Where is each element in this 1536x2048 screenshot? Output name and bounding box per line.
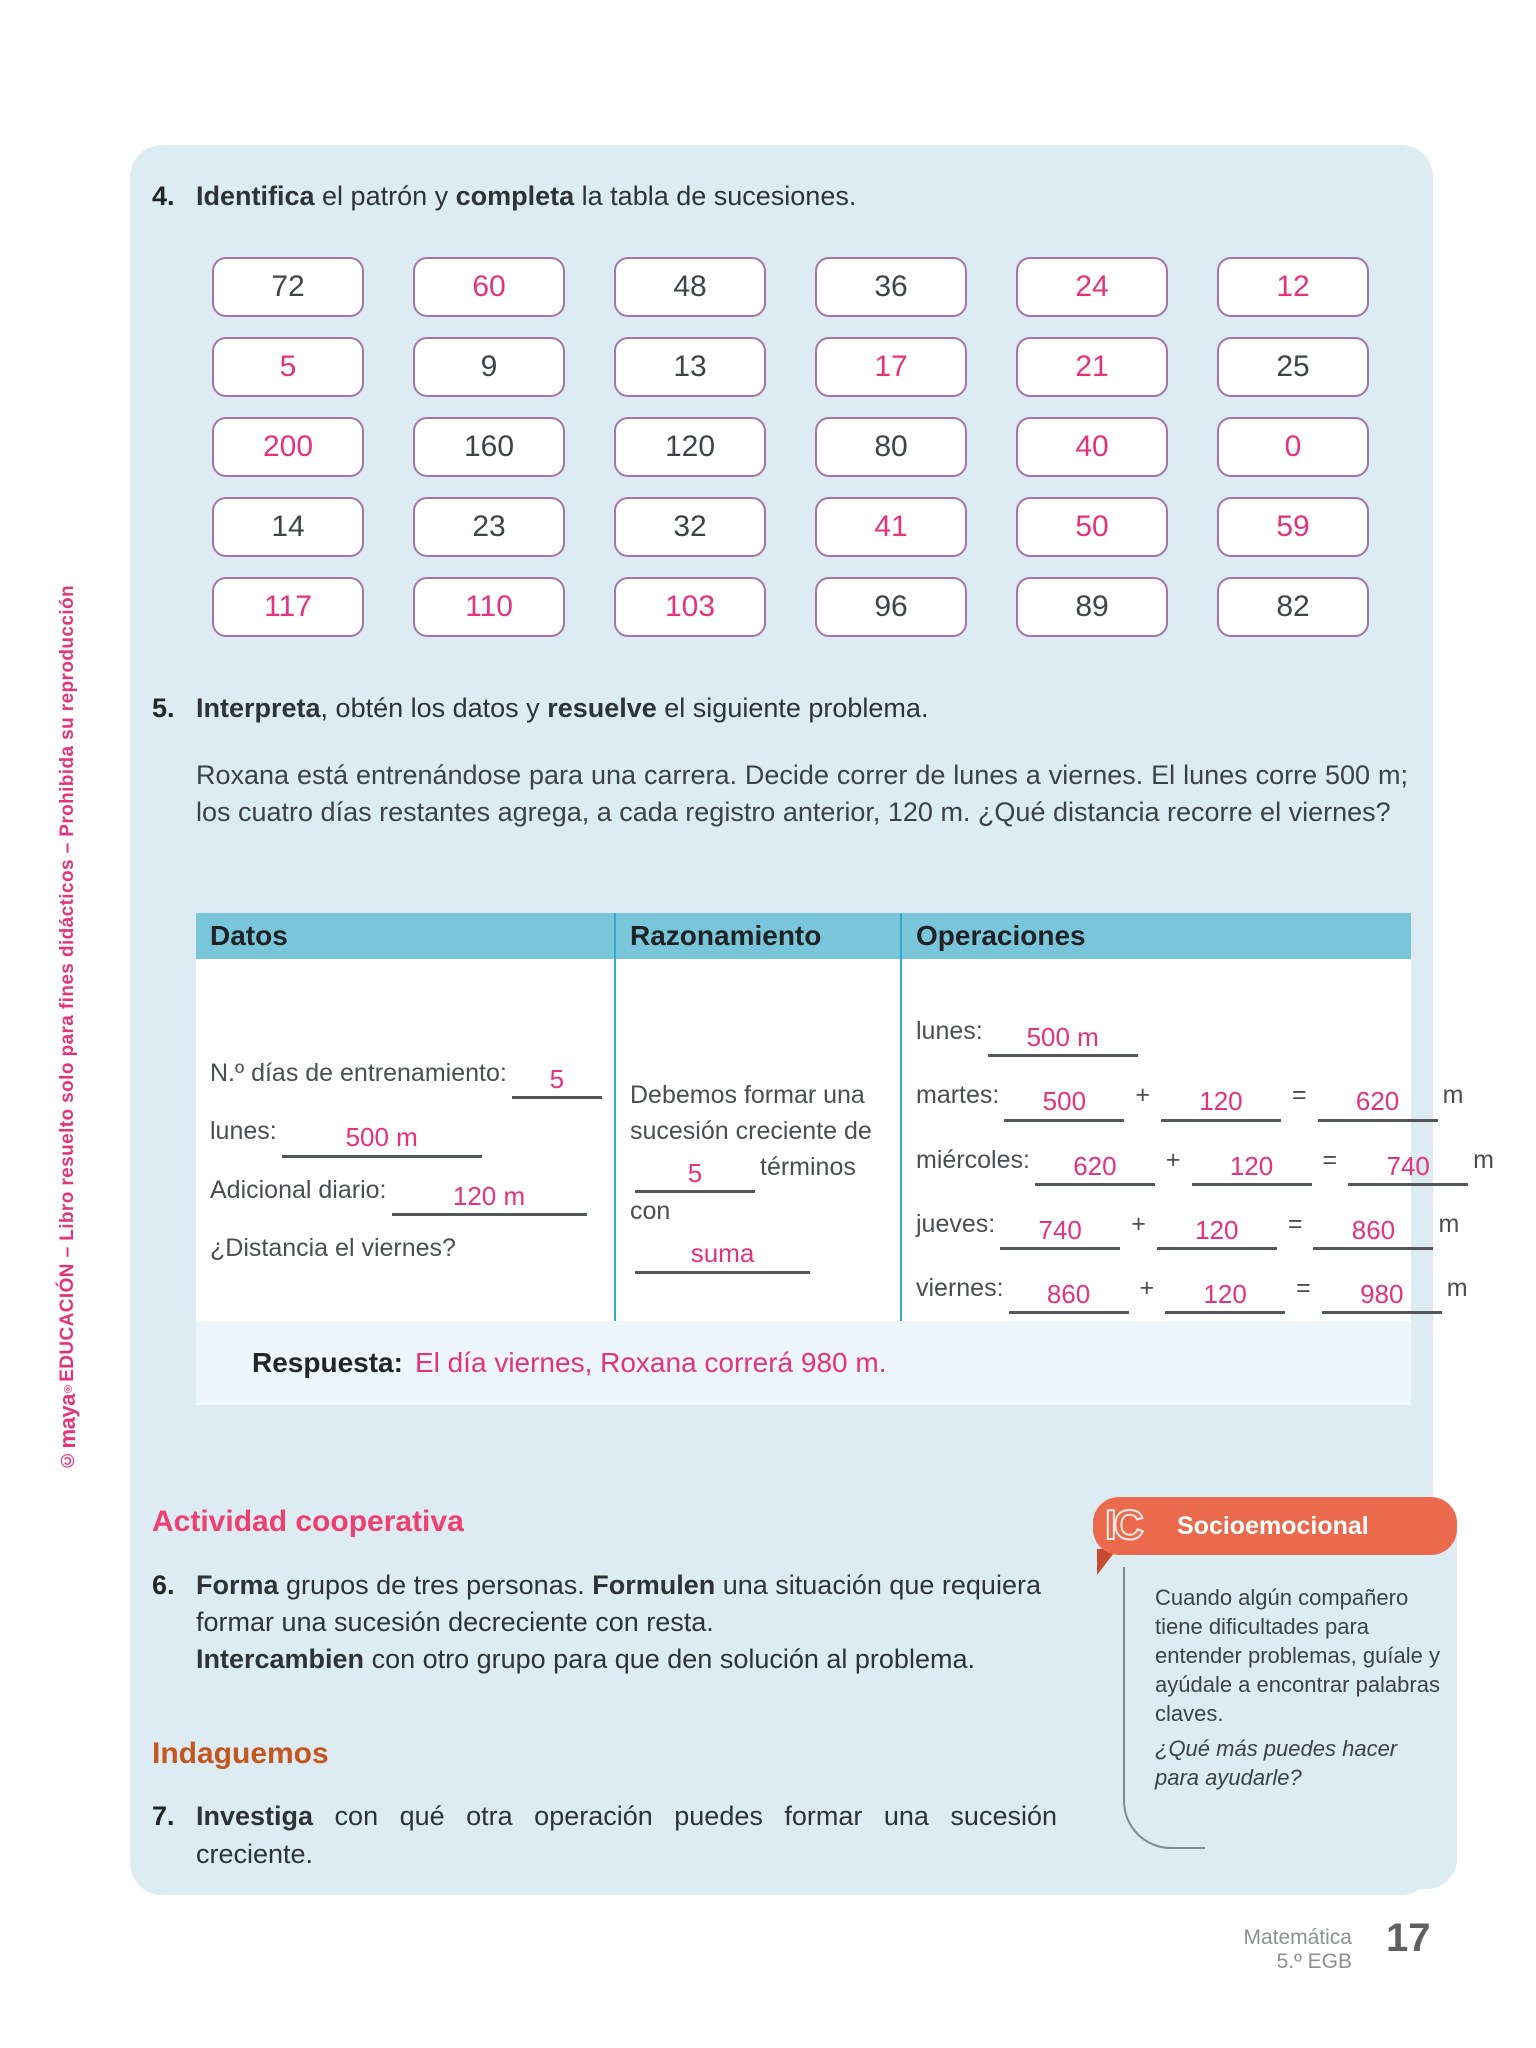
indaguemos-section-heading: Indaguemos xyxy=(152,1737,329,1770)
datos-cell xyxy=(196,959,614,1321)
sequence-box[interactable] xyxy=(413,257,565,317)
blank-sumando1[interactable]: 620 xyxy=(1035,1153,1155,1186)
exercise5-number: 5. xyxy=(152,693,175,723)
sequence-value: 60 xyxy=(472,270,506,303)
sequence-box[interactable] xyxy=(212,497,364,557)
sequence-value: 14 xyxy=(271,510,305,543)
blank-resultado[interactable]: 980 xyxy=(1322,1281,1442,1314)
sequence-box[interactable] xyxy=(212,257,364,317)
exercise6-number: 6. xyxy=(152,1570,175,1600)
exercise5-title xyxy=(152,693,1393,724)
sequence-box[interactable] xyxy=(614,417,766,477)
registered-symbol: ® xyxy=(62,1381,74,1395)
sequence-box[interactable] xyxy=(212,337,364,397)
sequence-value: 59 xyxy=(1276,510,1310,543)
footer-grade: 5.º EGB xyxy=(1276,1950,1352,1973)
operacion-miercoles: miércoles: 620 + 120 = 740 m xyxy=(916,1146,1411,1186)
copyright-notice: – Libro resuelto solo para fines didácticos – Prohibida su reproducción xyxy=(57,585,78,1264)
sequence-value: 200 xyxy=(262,430,314,463)
socioemocional-text: Cuando algún compañero tiene dificultades para entender problemas, guíale y ayúdale a encontrar palabras claves. xyxy=(1155,1585,1440,1726)
datos-line-adicional: Adicional diario: 120 m xyxy=(210,1176,614,1216)
razonamiento-line3: 5 términos con xyxy=(630,1153,856,1226)
sequence-value: 36 xyxy=(874,270,908,303)
sequence-value: 110 xyxy=(465,590,513,623)
respuesta-label: Respuesta: xyxy=(252,1347,403,1378)
razonamiento-line2: sucesión creciente de xyxy=(630,1117,872,1145)
footer-subject xyxy=(1243,1926,1352,1974)
blank-sumando1[interactable]: 860 xyxy=(1009,1281,1129,1314)
sequence-box[interactable] xyxy=(212,577,364,637)
table-body-row xyxy=(196,959,1494,1321)
operacion-lunes: lunes: 500 m xyxy=(916,1017,1411,1057)
sequence-box[interactable] xyxy=(815,497,967,557)
sequence-value: 41 xyxy=(874,510,908,543)
sequence-value: 23 xyxy=(472,510,506,543)
sequence-value: 117 xyxy=(264,590,312,623)
publisher-name: EDUCACIÓN xyxy=(57,1263,78,1382)
ic-logo-icon: IC xyxy=(1105,1501,1141,1548)
sequence-box[interactable] xyxy=(1217,337,1369,397)
blank-operacion[interactable]: suma xyxy=(635,1240,810,1273)
blank-lunes-valor[interactable]: 500 m xyxy=(988,1024,1138,1057)
operacion-jueves: jueves: 740 + 120 = 860 m xyxy=(916,1210,1411,1250)
sequence-box[interactable] xyxy=(815,257,967,317)
datos-line-lunes: lunes: 500 m xyxy=(210,1117,614,1157)
exercise6-text: Forma grupos de tres personas. Formulen una situación que requiera formar una sucesión decreciente con resta. Intercambien con otro grupo para que den solución al problema. xyxy=(196,1570,1041,1674)
table-header-datos: Datos xyxy=(196,913,614,959)
blank-terminos[interactable]: 5 xyxy=(635,1160,755,1193)
blank-sumando1[interactable]: 500 xyxy=(1004,1088,1124,1121)
sequence-box[interactable] xyxy=(1016,337,1168,397)
sequence-box[interactable] xyxy=(1016,577,1168,637)
sequence-grid xyxy=(212,257,1365,637)
sequence-box[interactable] xyxy=(413,337,565,397)
exercise7-text: Investiga con qué otra operación puedes formar una sucesión creciente. xyxy=(196,1801,1057,1869)
blank-sumando1[interactable]: 740 xyxy=(1000,1217,1120,1250)
copyright-text xyxy=(55,585,81,1470)
bracket-line-decoration xyxy=(1123,1567,1205,1849)
publisher-logo: maya xyxy=(55,1394,80,1449)
exercise4-number: 4. xyxy=(152,181,175,211)
blank-lunes[interactable]: 500 m xyxy=(282,1124,482,1157)
sequence-value: 120 xyxy=(664,430,716,463)
sequence-value: 48 xyxy=(673,270,707,303)
sequence-value: 103 xyxy=(664,590,716,623)
sequence-box[interactable] xyxy=(614,257,766,317)
blank-dias-entrenamiento[interactable]: 5 xyxy=(512,1066,602,1099)
blank-sumando2[interactable]: 120 xyxy=(1157,1217,1277,1250)
problem-statement: Roxana está entrenándose para una carrera. Decide correr de lunes a viernes. El lunes corre 500 m; los cuatro días restantes agrega, a cada registro anterior, 120 m. ¿Qué distancia recorre el viernes? xyxy=(196,760,1408,827)
sequence-box[interactable] xyxy=(614,337,766,397)
sequence-box[interactable] xyxy=(1217,577,1369,637)
razonamiento-line4 xyxy=(630,1229,900,1273)
sequence-box[interactable] xyxy=(815,417,967,477)
exercise7 xyxy=(152,1797,1057,1873)
sequence-box[interactable] xyxy=(413,577,565,637)
datos-line-dias: N.º días de entrenamiento: 5 xyxy=(210,1059,614,1099)
sequence-box[interactable] xyxy=(413,417,565,477)
sequence-value: 72 xyxy=(271,270,305,303)
exercise4-text: Identifica el patrón y completa la tabla de sucesiones. xyxy=(196,181,857,211)
table-header-razonamiento: Razonamiento xyxy=(614,913,900,959)
sequence-value: 96 xyxy=(874,590,908,623)
exercise6 xyxy=(152,1567,1117,1678)
razonamiento-cell xyxy=(614,959,900,1321)
sequence-value: 25 xyxy=(1276,350,1310,383)
sequence-value: 89 xyxy=(1075,590,1109,623)
exercise5-text: Interpreta, obtén los datos y resuelve el siguiente problema. xyxy=(196,693,929,723)
blank-sumando2[interactable]: 120 xyxy=(1161,1088,1281,1121)
coop-section-heading: Actividad cooperativa xyxy=(152,1505,464,1538)
sequence-value: 0 xyxy=(1284,430,1302,463)
sequence-value: 80 xyxy=(874,430,908,463)
operacion-viernes: viernes: 860 + 120 = 980 m xyxy=(916,1274,1411,1314)
sequence-value: 160 xyxy=(463,430,515,463)
sequence-box[interactable] xyxy=(1016,417,1168,477)
sequence-box[interactable] xyxy=(614,577,766,637)
sequence-value: 9 xyxy=(480,350,498,383)
sequence-value: 5 xyxy=(279,350,297,383)
blank-resultado[interactable]: 620 xyxy=(1318,1088,1438,1121)
sequence-value: 13 xyxy=(673,350,707,383)
socioemocional-question: ¿Qué más puedes hacer para ayudarle? xyxy=(1155,1736,1398,1790)
sequence-value: 32 xyxy=(673,510,707,543)
blank-sumando2[interactable]: 120 xyxy=(1165,1281,1285,1314)
blank-sumando2[interactable]: 120 xyxy=(1192,1153,1312,1186)
socioemocional-callout xyxy=(1093,1497,1457,1889)
sequence-value: 82 xyxy=(1276,590,1310,623)
blank-resultado[interactable]: 740 xyxy=(1348,1153,1468,1186)
sequence-value: 12 xyxy=(1276,270,1310,303)
respuesta-answer[interactable]: El día viernes, Roxana correrá 980 m. xyxy=(414,1347,887,1378)
blank-resultado[interactable]: 860 xyxy=(1313,1217,1433,1250)
table-header-operaciones: Operaciones xyxy=(900,913,1411,959)
sequence-box[interactable] xyxy=(815,337,967,397)
blank-adicional-diario[interactable]: 120 m xyxy=(392,1183,587,1216)
problem-table xyxy=(196,913,1494,1321)
sequence-value: 40 xyxy=(1075,430,1109,463)
exercise4-title xyxy=(152,181,1393,212)
sequence-box[interactable] xyxy=(1217,417,1369,477)
copyright-symbol: © xyxy=(57,1448,78,1470)
socioemocional-header xyxy=(1093,1497,1457,1555)
socioemocional-body xyxy=(1107,1555,1455,1889)
datos-line-pregunta: ¿Distancia el viernes? xyxy=(210,1233,456,1262)
operaciones-cell xyxy=(900,959,1494,1321)
socioemocional-title: Socioemocional xyxy=(1177,1511,1369,1540)
sequence-box[interactable] xyxy=(413,497,565,557)
sequence-box[interactable] xyxy=(815,577,967,637)
sequence-box[interactable] xyxy=(212,417,364,477)
sequence-box[interactable] xyxy=(1016,497,1168,557)
footer-subject-name: Matemática xyxy=(1243,1926,1352,1949)
sequence-value: 17 xyxy=(874,350,908,383)
sequence-value: 21 xyxy=(1075,350,1109,383)
table-header-row xyxy=(196,913,1411,959)
sequence-box[interactable] xyxy=(1217,497,1369,557)
respuesta-row xyxy=(196,1321,1411,1405)
razonamiento-line1: Debemos formar una xyxy=(630,1081,865,1109)
sequence-box[interactable] xyxy=(1016,257,1168,317)
exercise7-number: 7. xyxy=(152,1801,175,1831)
copyright-strip xyxy=(46,470,90,1585)
page-number: 17 xyxy=(1386,1916,1431,1960)
operacion-martes: martes: 500 + 120 = 620 m xyxy=(916,1081,1411,1121)
sequence-value: 50 xyxy=(1075,510,1109,543)
sequence-value: 24 xyxy=(1075,270,1109,303)
sequence-box[interactable] xyxy=(1217,257,1369,317)
sequence-box[interactable] xyxy=(614,497,766,557)
